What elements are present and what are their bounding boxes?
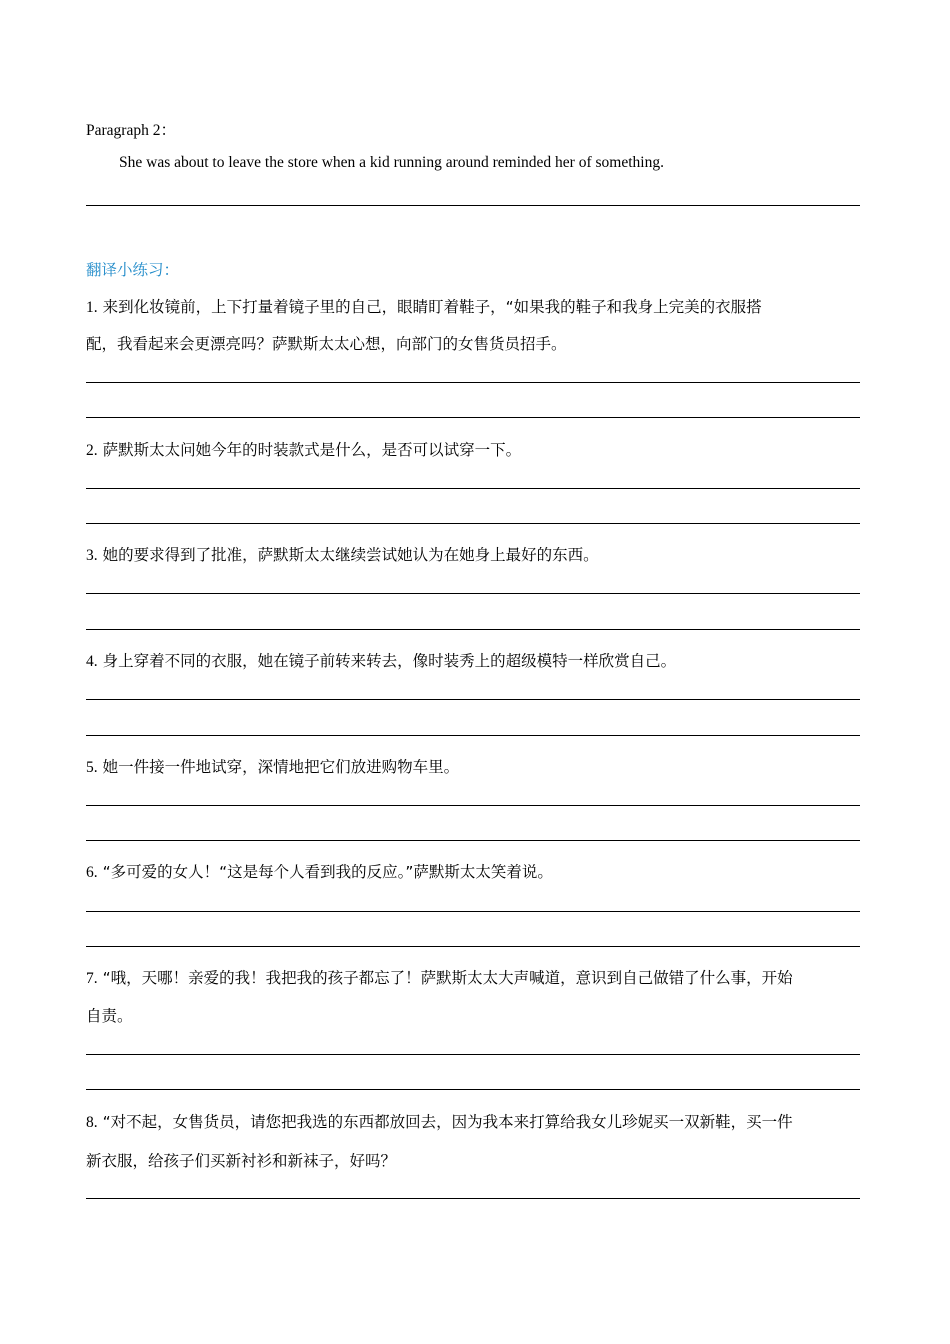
answer-line bbox=[86, 1198, 860, 1199]
practice-item-7-line-2: 自责。 bbox=[86, 1007, 133, 1025]
practice-item-8-line-1 bbox=[86, 1110, 793, 1132]
item-number: 3. bbox=[86, 547, 98, 564]
answer-line bbox=[86, 946, 860, 947]
answer-line bbox=[86, 1089, 860, 1090]
answer-line bbox=[86, 805, 860, 806]
item-number: 8. bbox=[86, 1114, 98, 1131]
practice-item-3 bbox=[86, 543, 599, 565]
paragraph-opening-sentence: She was about to leave the store when a kid running around reminded her of something. bbox=[119, 154, 664, 171]
item-text: “对不起，女售货员，请您把我选的东西都放回去，因为我本来打算给我女儿珍妮买一双新鞋，买一件 bbox=[102, 1113, 793, 1131]
item-number: 6. bbox=[86, 864, 98, 881]
answer-line bbox=[86, 840, 860, 841]
item-number: 5. bbox=[86, 759, 98, 776]
item-text: “多可爱的女人！“这是每个人看到我的反应。”萨默斯太太笑着说。 bbox=[102, 863, 553, 881]
answer-line bbox=[86, 417, 860, 418]
practice-item-4 bbox=[86, 649, 676, 671]
item-number: 2. bbox=[86, 442, 98, 459]
practice-heading: 翻译小练习： bbox=[86, 261, 180, 279]
answer-line bbox=[86, 629, 860, 630]
practice-item-8-line-2: 新衣服，给孩子们买新衬衫和新袜子，好吗？ bbox=[86, 1152, 397, 1170]
practice-item-7-line-1 bbox=[86, 966, 793, 988]
answer-line bbox=[86, 205, 860, 206]
item-text: 萨默斯太太问她今年的时装款式是什么，是否可以试穿一下。 bbox=[102, 441, 522, 459]
answer-line bbox=[86, 488, 860, 489]
item-text: 她的要求得到了批准，萨默斯太太继续尝试她认为在她身上最好的东西。 bbox=[102, 546, 599, 564]
item-text: “哦，天哪！亲爱的我！我把我的孩子都忘了！萨默斯太太大声喊道，意识到自己做错了什么事，开始 bbox=[102, 969, 793, 987]
item-number: 1. bbox=[86, 299, 98, 316]
practice-item-5 bbox=[86, 755, 459, 777]
item-number: 4. bbox=[86, 653, 98, 670]
answer-line bbox=[86, 593, 860, 594]
practice-item-1-line-2: 配，我看起来会更漂亮吗？萨默斯太太心想，向部门的女售货员招手。 bbox=[86, 335, 567, 353]
paragraph-label: Paragraph 2： bbox=[86, 122, 176, 139]
answer-line bbox=[86, 382, 860, 383]
answer-line bbox=[86, 911, 860, 912]
practice-item-6 bbox=[86, 860, 553, 882]
answer-line bbox=[86, 699, 860, 700]
answer-line bbox=[86, 1054, 860, 1055]
practice-item-2 bbox=[86, 438, 521, 460]
answer-line bbox=[86, 523, 860, 524]
item-number: 7. bbox=[86, 970, 98, 987]
answer-line bbox=[86, 735, 860, 736]
item-text: 她一件接一件地试穿，深情地把它们放进购物车里。 bbox=[102, 758, 460, 776]
practice-item-1-line-1 bbox=[86, 295, 762, 317]
item-text: 身上穿着不同的衣服，她在镜子前转来转去，像时装秀上的超级模特一样欣赏自己。 bbox=[102, 652, 677, 670]
item-text: 来到化妆镜前，上下打量着镜子里的自己，眼睛盯着鞋子，“如果我的鞋子和我身上完美的衣服搭 bbox=[102, 298, 762, 316]
